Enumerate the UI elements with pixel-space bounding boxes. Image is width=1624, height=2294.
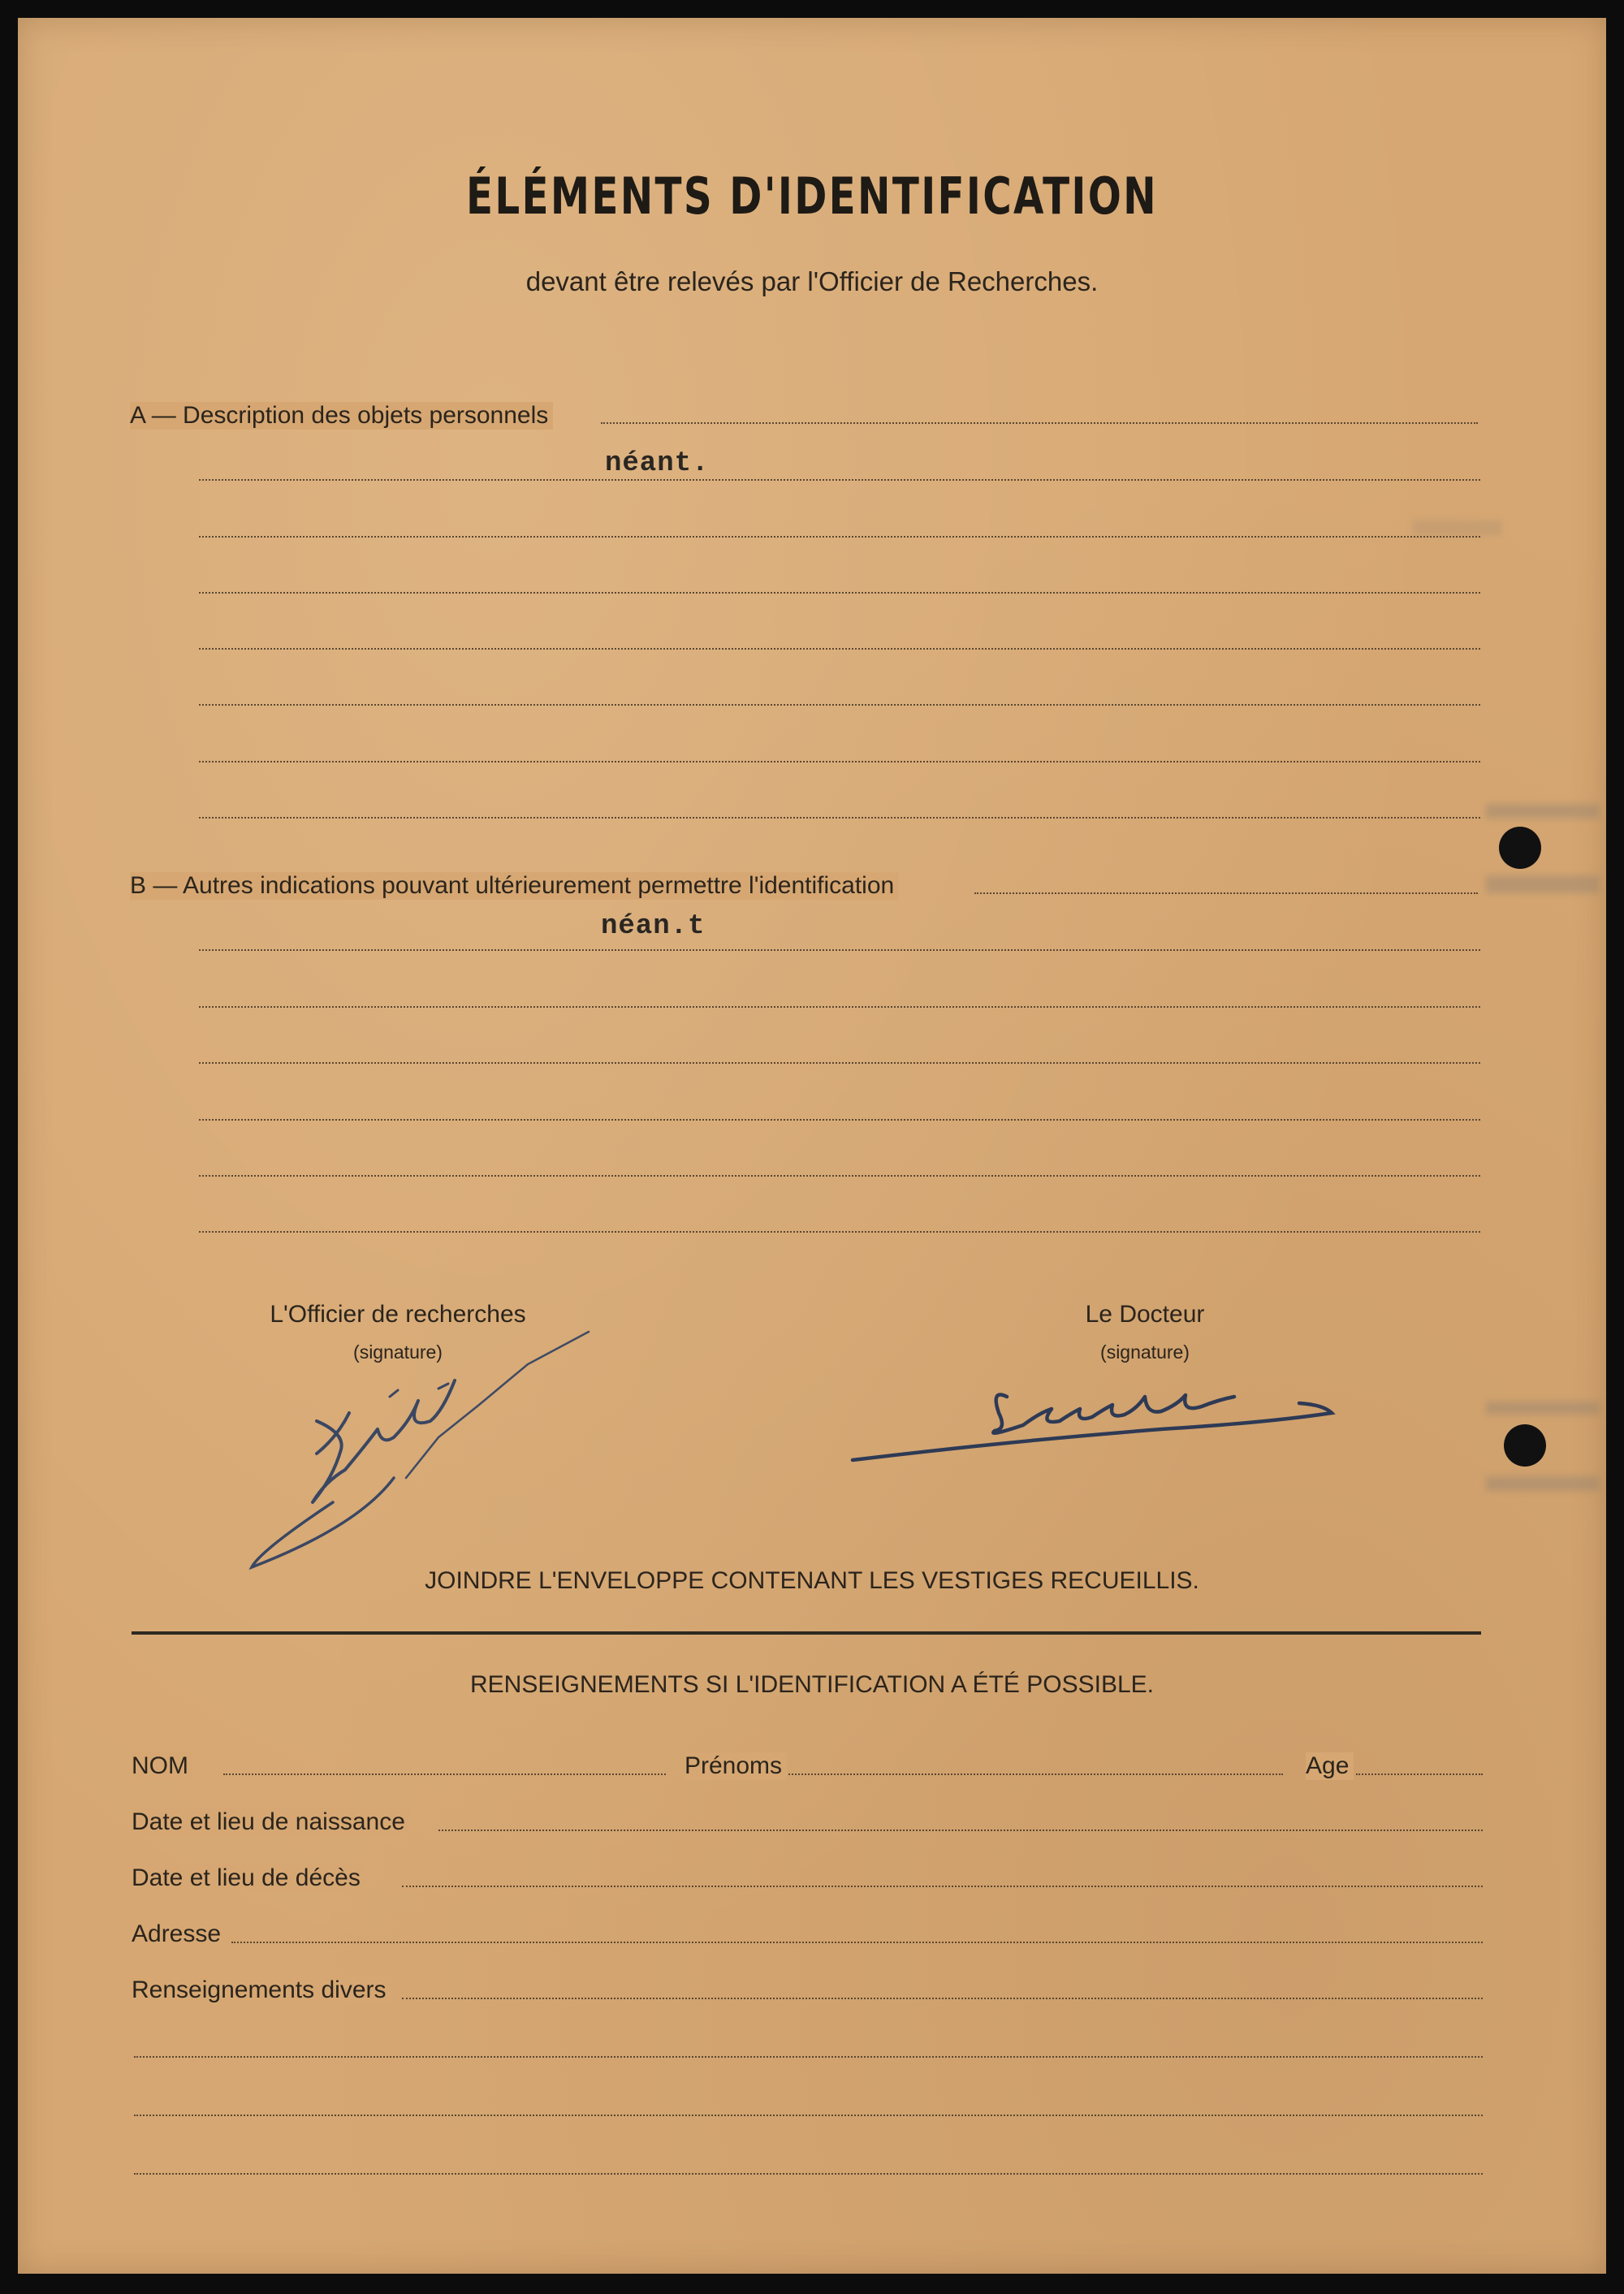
section-a-line-8 (199, 817, 1480, 819)
enclose-note: JOINDRE L'ENVELOPPE CONTENANT LES VESTIGES RECUEILLIS. (425, 1567, 1199, 1594)
naissance-label: Date et lieu de naissance (132, 1808, 410, 1836)
section-b-line-2 (199, 949, 1480, 951)
adresse-line (231, 1942, 1483, 1943)
punch-hole (1504, 1424, 1546, 1467)
nom-line (223, 1773, 666, 1775)
tape-mark (1486, 1476, 1600, 1491)
divers-line-3 (134, 2115, 1483, 2116)
age-label: Age (1306, 1752, 1354, 1780)
identification-heading: RENSEIGNEMENTS SI L'IDENTIFICATION A ÉTÉ POSSIBLE. (469, 1671, 1155, 1698)
section-a-line-3 (199, 536, 1480, 538)
tape-mark (1486, 1402, 1600, 1415)
deces-line (402, 1886, 1483, 1887)
officer-sub: (signature) (353, 1341, 443, 1363)
page-subtitle: devant être relevés par l'Officier de Recherches. (525, 266, 1099, 296)
section-a-value: néant. (605, 448, 710, 479)
page-title: ÉLÉMENTS D'IDENTIFICATION (465, 166, 1159, 226)
section-a-line-2 (199, 479, 1480, 481)
divers-line-4 (134, 2173, 1483, 2175)
section-b-line-7 (199, 1231, 1480, 1233)
punch-hole (1499, 827, 1541, 869)
tape-mark (1486, 804, 1600, 819)
officer-title: L'Officier de recherches (270, 1301, 526, 1328)
section-divider (132, 1631, 1481, 1635)
section-b-line-5 (199, 1119, 1480, 1121)
section-a-line-5 (199, 648, 1480, 650)
section-a-line-7 (199, 761, 1480, 763)
divers-line-2 (134, 2056, 1483, 2058)
section-b-line-4 (199, 1062, 1480, 1064)
section-b-line-6 (199, 1175, 1480, 1177)
tape-mark (1413, 520, 1502, 536)
officer-signature (235, 1315, 609, 1583)
form-page (18, 18, 1606, 2274)
section-a-line-6 (199, 704, 1480, 706)
tape-mark (1486, 875, 1600, 893)
deces-label: Date et lieu de décès (132, 1864, 365, 1892)
divers-label: Renseignements divers (132, 1976, 391, 2004)
naissance-line (438, 1830, 1483, 1831)
section-b-line-3 (199, 1006, 1480, 1008)
section-b-label: B — Autres indications pouvant ultérieurement permettre l'identification (130, 872, 899, 900)
age-line (1356, 1773, 1483, 1775)
adresse-label: Adresse (132, 1920, 226, 1948)
section-b-value: néan.t (601, 911, 706, 942)
section-a-line-1 (601, 422, 1478, 424)
section-a-label: A — Description des objets personnels (130, 402, 553, 430)
nom-label: NOM (132, 1752, 193, 1780)
doctor-title: Le Docteur (1085, 1301, 1205, 1328)
doctor-signature (844, 1364, 1348, 1478)
doctor-sub: (signature) (1100, 1341, 1190, 1363)
section-a-line-4 (199, 592, 1480, 594)
prenoms-label: Prénoms (685, 1752, 787, 1780)
divers-line-1 (402, 1998, 1483, 1999)
prenoms-line (780, 1773, 1283, 1775)
section-b-line-1 (974, 892, 1478, 894)
